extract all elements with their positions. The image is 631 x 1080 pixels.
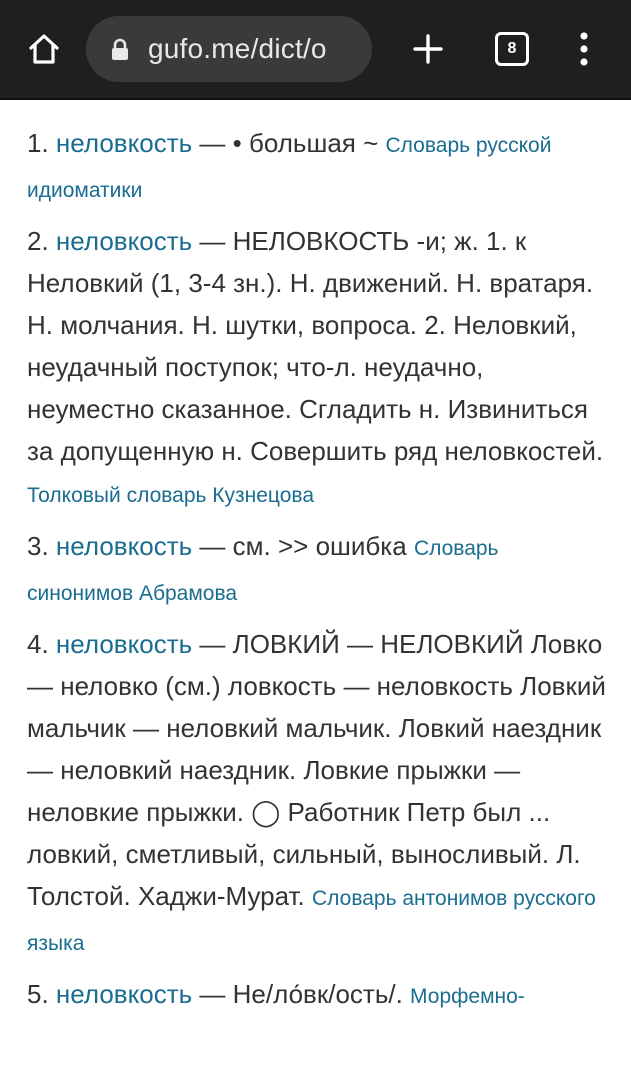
- entry-number: 4.: [27, 629, 49, 659]
- entry-number: 5.: [27, 979, 49, 1009]
- dictionary-entry: [27, 973, 607, 1018]
- home-icon: [26, 31, 62, 67]
- url-text: gufo.me/dict/o: [148, 33, 327, 64]
- tab-count: 8: [507, 40, 517, 57]
- entry-definition: — ЛОВКИЙ — НЕЛОВКИЙ Ловко — неловко (см.) ловкость — неловкость Ловкий мальчик — неловкий мальчик. Ловкий наездник — неловкий наездник. Ловкие прыжки — неловкие прыжки. ◯ Работник Петр был ... ловкий, сметливый, сильный, выносливый. Л. Толстой. Хаджи-Мурат.: [27, 629, 606, 911]
- entry-word-link[interactable]: неловкость: [55, 128, 193, 158]
- entry-source-link[interactable]: Словарь русской идиоматики: [27, 134, 552, 202]
- dictionary-entry: [27, 220, 607, 517]
- entry-definition: — Не/ло́вк/ость/.: [192, 979, 411, 1009]
- dictionary-entry: [27, 122, 607, 212]
- entry-definition: — • большая ~: [192, 128, 386, 158]
- dictionary-entry: [27, 623, 607, 965]
- tab-switcher-icon: [495, 32, 529, 66]
- plus-icon: [413, 34, 443, 64]
- entry-number: 2.: [27, 226, 49, 256]
- entry-word-link[interactable]: неловкость: [55, 531, 193, 561]
- tab-switcher-button[interactable]: [484, 0, 540, 98]
- browser-toolbar: [0, 0, 631, 100]
- entry-source-link[interactable]: Морфемно-: [410, 985, 525, 1008]
- more-vert-icon: [579, 32, 589, 66]
- dictionary-results: [27, 122, 607, 1026]
- entry-source-link[interactable]: Словарь антонимов русского языка: [27, 887, 596, 955]
- entry-number: 1.: [27, 128, 49, 158]
- menu-button[interactable]: [556, 0, 612, 98]
- dictionary-entry: [27, 525, 607, 615]
- entry-number: 3.: [27, 531, 49, 561]
- entry-source-link[interactable]: Толковый словарь Кузнецова: [27, 484, 315, 507]
- new-tab-button[interactable]: [400, 0, 456, 98]
- address-bar[interactable]: [86, 16, 372, 82]
- entry-source-link[interactable]: Словарь синонимов Абрамова: [27, 537, 499, 605]
- entry-word-link[interactable]: неловкость: [55, 226, 193, 256]
- entry-definition: — см. >> ошибка: [192, 531, 414, 561]
- home-button[interactable]: [14, 0, 74, 98]
- lock-icon: [110, 38, 130, 60]
- entry-definition: — НЕЛОВКОСТЬ -и; ж. 1. к Неловкий (1, 3-4 зн.). Н. движений. Н. вратаря. Н. молчания. Н. шутки, вопроса. 2. Неловкий, неудачный поступок; что-л. неудачно, неуместно сказанное. Сгладить н. Извиниться за допущенную н. Совершить ряд неловкостей.: [27, 226, 604, 466]
- entry-word-link[interactable]: неловкость: [55, 629, 193, 659]
- entry-word-link[interactable]: неловкость: [55, 979, 193, 1009]
